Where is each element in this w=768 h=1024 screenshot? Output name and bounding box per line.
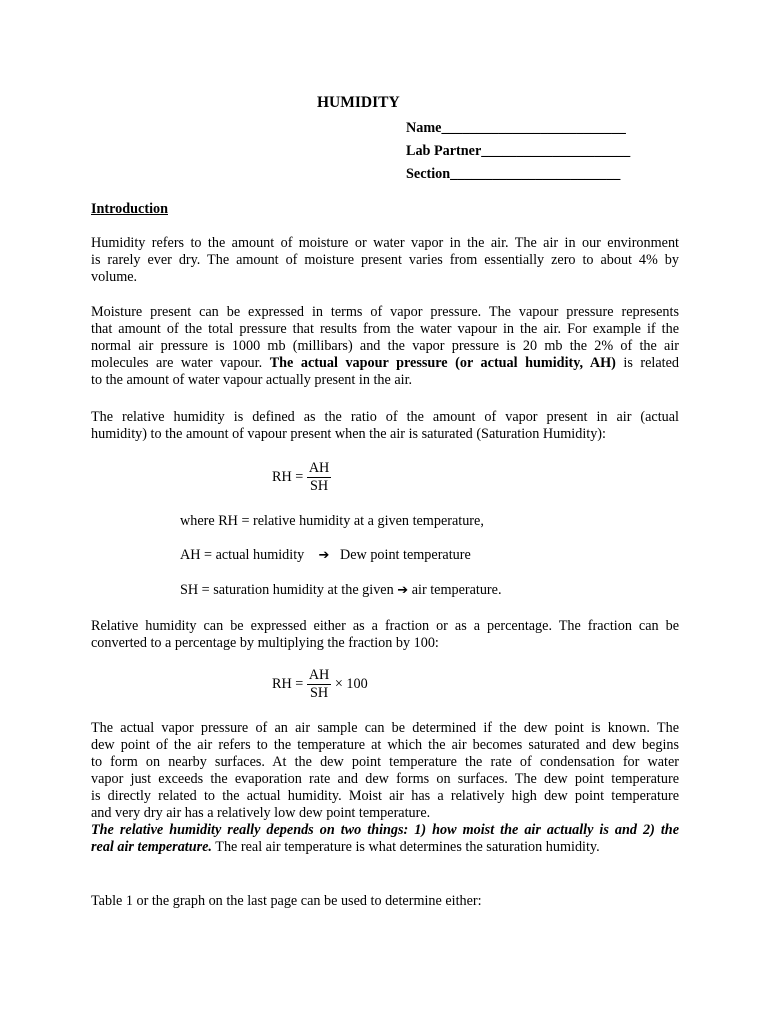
fraction-denominator: SH: [309, 478, 329, 494]
text-line: Humidity refers to the amount of moisture or water vapor in the air. The air in our environment: [91, 235, 679, 251]
page-title: HUMIDITY: [317, 94, 400, 111]
text-line: to form on nearby surfaces. At the dew point temperature the rate of condensation for water: [91, 754, 679, 770]
definition-sh-result: air temperature.: [411, 582, 502, 598]
text-line: Relative humidity can be expressed either as a fraction or as a percentage. The fraction can be: [91, 618, 679, 634]
paragraph-vapor-pressure: [91, 304, 679, 389]
fraction-numerator: AH: [308, 460, 330, 476]
right-arrow-icon: ➔: [397, 583, 409, 598]
definition-ah-result: Dew point temperature: [339, 547, 471, 563]
text-line: dew point of the air refers to the temperature at which the air becomes saturated and dew begins: [91, 737, 679, 753]
emphasis-run: real air temperature.: [91, 839, 212, 855]
header-fields: [406, 120, 630, 189]
equation-rh-percent: [272, 667, 368, 702]
text-run: molecules are water vapour.: [91, 355, 263, 371]
text-line: Moisture present can be expressed in terms of vapor pressure. The vapour pressure represents: [91, 304, 679, 320]
section-field[interactable]: Section________________________: [406, 166, 621, 182]
text-line: [91, 839, 679, 856]
paragraph-table-reference: [91, 893, 679, 910]
text-line: The relative humidity is defined as the ratio of the amount of vapor present in air (actual: [91, 409, 679, 425]
fraction: [307, 460, 332, 495]
equation-rh-ratio: [272, 460, 331, 495]
text-run: The real air temperature is what determines the saturation humidity.: [211, 839, 600, 855]
text-line: is directly related to the actual humidity. Moist air has a relatively high dew point temperature: [91, 788, 679, 804]
paragraph-humidity-intro: [91, 235, 679, 286]
text-line: is rarely ever dry. The amount of moisture present varies from essentially zero to about 4% by: [91, 252, 679, 268]
definition-rh: where RH = relative humidity at a given temperature,: [180, 513, 484, 529]
text-run: is related: [623, 355, 680, 371]
text-line: converted to a percentage by multiplying the fraction by 100:: [91, 635, 439, 651]
definition-ah-label: AH = actual humidity: [180, 547, 305, 563]
text-line: that amount of the total pressure that results from the water vapour in the air. For example if the: [91, 321, 679, 337]
fraction-numerator: AH: [308, 667, 330, 683]
text-line: and very dry air has a relatively low dew point temperature.: [91, 805, 431, 821]
emphasis-line: The relative humidity really depends on two things: 1) how moist the air actually is and 2) the: [91, 822, 679, 838]
text-line: Table 1 or the graph on the last page can be used to determine either:: [91, 893, 482, 909]
lab-partner-field[interactable]: Lab Partner_____________________: [406, 143, 631, 159]
text-line: [91, 355, 679, 372]
definition-sh: [180, 582, 502, 599]
text-line: humidity) to the amount of vapour present when the air is saturated (Saturation Humidity):: [91, 426, 606, 442]
text-line: The actual vapor pressure of an air sample can be determined if the dew point is known. The: [91, 720, 679, 736]
equation-factor: × 100: [334, 675, 368, 692]
definition-ah: [180, 547, 471, 564]
paragraph-relative-humidity: [91, 409, 679, 443]
definition-sh-label: SH = saturation humidity at the given: [180, 582, 394, 598]
equation-lhs: RH =: [272, 468, 304, 485]
text-line: volume.: [91, 269, 138, 285]
text-line: vapor just exceeds the evaporation rate and dew forms on surfaces. The dew point temperature: [91, 771, 679, 787]
paragraph-dew-point: [91, 720, 679, 856]
text-line: to the amount of water vapour actually present in the air.: [91, 372, 413, 388]
right-arrow-icon: ➔: [318, 548, 330, 563]
fraction: [307, 667, 332, 702]
bold-term-actual-humidity: The actual vapour pressure (or actual humidity, AH): [269, 355, 616, 371]
fraction-denominator: SH: [309, 685, 329, 701]
equation-lhs: RH =: [272, 675, 304, 692]
name-field[interactable]: Name__________________________: [406, 120, 626, 136]
introduction-heading: Introduction: [91, 201, 168, 217]
paragraph-percentage: [91, 618, 679, 652]
text-line: normal air pressure is 1000 mb (millibars) and the vapor pressure is 20 mb the 2% of the air: [91, 338, 679, 354]
